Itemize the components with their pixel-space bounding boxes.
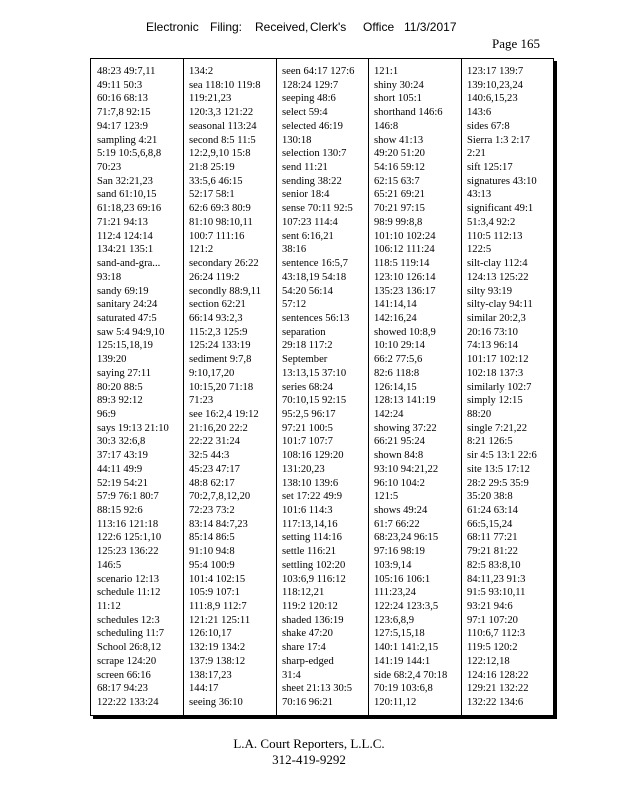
header-office: Office [363,20,395,34]
index-entry: 113:16 121:18 [97,518,159,530]
index-entry: 101:6 114:3 [282,505,333,516]
index-entry: 68:23,24 96:15 [374,532,439,544]
index-entry: 48:8 62:17 [189,477,235,489]
index-entry: 130:18 [282,134,312,146]
index-entry: 141:14,14 [374,299,417,311]
index-entry: saw 5:4 94:9,10 [97,326,165,338]
index-entry: 138:10 139:6 [282,477,339,489]
index-entry: 132:22 134:6 [467,697,524,709]
index-entry: 137:9 138:12 [189,655,246,667]
index-entry: 123:10 126:14 [374,271,436,283]
index-entry: settling 102:20 [282,559,346,571]
index-entry: 32:5 44:3 [189,450,230,462]
index-entry: series 68:24 [282,381,333,393]
index-entry: shaded 136:19 [282,614,344,626]
index-entry: sandy 69:19 [97,285,149,297]
index-entry: 110:6,7 112:3 [467,628,526,640]
header-electronic: Electronic [146,20,199,34]
index-entry: 117:13,14,16 [282,518,338,530]
index-entry: 127:5,15,18 [374,628,425,640]
index-entry: sentence 16:5,7 [282,258,348,270]
index-entry: 120:3,3 121:22 [189,107,254,119]
index-entry: sand 61:10,15 [97,189,157,201]
index-entry: 121:5 [374,491,399,503]
index-entry: 98:9 99:8,8 [374,216,423,228]
index-entry: sent 6:16,21 [282,230,334,242]
index-entry: 105:9 107:1 [189,587,240,599]
index-entry: silt-clay 112:4 [467,258,528,270]
index-entry: 88:20 [467,408,492,420]
index-entry: 146:8 [374,120,399,132]
index-entry: 111:8,9 112:7 [189,601,247,613]
index-entry: 123:6,8,9 [374,614,415,626]
index-entry: 49:11 50:3 [97,79,143,91]
index-frame [90,58,554,716]
index-entry: 66:21 95:24 [374,436,425,448]
index-entry: 103:9,14 [374,559,412,571]
index-entry: showed 10:8,9 [374,326,436,338]
index-entry: short 105:1 [374,93,422,105]
index-entry: site 13:5 17:12 [467,463,530,475]
index-entry: 119:5 120:2 [467,642,518,654]
index-entry: 13:13,15 37:10 [282,367,347,379]
index-entry: 105:16 106:1 [374,573,431,585]
index-entry: 101:10 102:24 [374,230,436,242]
index-entry: shiny 30:24 [374,79,424,91]
index-entry: 57:9 76:1 80:7 [97,491,159,503]
index-entry: single 7:21,22 [467,422,528,434]
index-entry: 81:10 98:10,11 [189,216,253,228]
index-entry: 97:16 98:19 [374,546,425,558]
column-divider [276,59,277,715]
index-entry: Sierra 1:3 2:17 [467,134,530,146]
index-entry: show 41:13 [374,134,424,146]
index-entry: 140:1 141:2,15 [374,642,439,654]
index-entry: 91:5 93:10,11 [467,587,526,599]
index-entry: scenario 12:13 [97,573,160,585]
index-entry: scheduling 11:7 [97,628,164,640]
index-entry: 84:11,23 91:3 [467,573,526,585]
index-entry: 142:16,24 [374,312,417,324]
index-entry: sanitary 24:24 [97,299,158,311]
header-date: 11/3/2017 [404,20,457,34]
index-entry: 134:2 [189,66,214,77]
index-entry: 11:12 [97,601,121,613]
index-entry: 20:16 73:10 [467,326,518,338]
index-entry: 52:19 54:21 [97,477,148,489]
index-entry: September [282,354,328,366]
index-entry: 97:21 100:5 [282,422,333,434]
index-entry: 134:21 135:1 [97,244,154,256]
index-entry: 128:13 141:19 [374,395,436,407]
index-entry: 142:24 [374,408,404,420]
index-entry: 72:23 73:2 [189,505,235,516]
index-entry: 138:17,23 [189,669,232,681]
page-number: Page 165 [492,36,541,51]
index-entry: 125:15,18,19 [97,340,153,352]
index-entry: 71:23 [189,395,214,407]
index-entry: 141:19 144:1 [374,655,431,667]
index-entry: 96:9 [97,408,116,420]
index-entry: simply 12:15 [467,395,523,407]
index-entry: 119:21,23 [189,93,232,105]
index-entry: 66:14 93:2,3 [189,312,243,324]
index-entry: 101:4 102:15 [189,573,246,585]
index-entry: shows 49:24 [374,505,428,516]
index-entry: 88:15 92:6 [97,505,143,516]
index-entry: scrape 124:20 [97,655,157,667]
index-entry: showing 37:22 [374,422,437,434]
index-entry: set 17:22 49:9 [282,491,343,503]
index-entry: 125:24 133:19 [189,340,251,352]
index-entry: second 8:5 11:5 [189,134,256,146]
index-entry: share 17:4 [282,642,326,654]
index-entry: shake 47:20 [282,628,333,640]
index-entry: says 19:13 21:10 [97,422,169,434]
index-entry: section 62:21 [189,299,246,311]
index-entry: seasonal 113:24 [189,120,257,132]
index-entry: 10:15,20 71:18 [189,381,254,393]
index-entry: sending 38:22 [282,175,342,187]
index-entry: 28:2 29:5 35:9 [467,477,529,489]
index-column-5 [467,65,553,710]
index-entry: 61:7 66:22 [374,518,420,530]
index-entry: School 26:8,12 [97,642,162,654]
index-entry: 94:17 123:9 [97,120,148,132]
index-entry: 97:1 107:20 [467,614,518,626]
index-entry: selection 130:7 [282,148,347,160]
index-entry: sheet 21:13 30:5 [282,683,353,695]
index-entry: senior 18:4 [282,189,330,201]
index-entry: 126:10,17 [189,628,232,640]
index-entry: 49:20 51:20 [374,148,425,160]
index-entry: 124:16 128:22 [467,669,529,681]
index-entry: 118:5 119:14 [374,258,430,270]
index-entry: sentences 56:13 [282,312,350,324]
index-column-2 [189,65,275,710]
index-entry: seen 64:17 127:6 [282,66,355,77]
index-entry: 121:2 [189,244,214,256]
index-entry: 143:6 [467,107,492,119]
index-entry: sea 118:10 119:8 [189,79,261,91]
index-entry: see 16:2,4 19:12 [189,408,259,420]
index-entry: sir 4:5 13:1 22:6 [467,450,537,462]
index-entry: silty 93:19 [467,285,513,297]
index-entry: 26:24 119:2 [189,271,240,283]
index-entry: 79:21 81:22 [467,546,518,558]
index-entry: 43:13 [467,189,492,201]
index-entry: 139:20 [97,354,127,366]
index-entry: 122:24 123:3,5 [374,601,439,613]
index-entry: sediment 9:7,8 [189,354,252,366]
index-entry: 111:23,24 [374,587,416,599]
index-entry: 57:12 [282,299,307,311]
index-entry: 108:16 129:20 [282,450,344,462]
index-entry: sand-and-gra... [97,258,161,270]
index-entry: 100:7 111:16 [189,230,245,242]
index-entry: 48:23 49:7,11 [97,66,156,77]
index-entry: 45:23 47:17 [189,463,240,475]
index-entry: 93:18 [97,271,122,283]
index-entry: 121:21 125:11 [189,614,251,626]
index-entry: 71:7,8 92:15 [97,107,151,119]
index-entry: 68:11 77:21 [467,532,518,544]
index-entry: 70:10,15 92:15 [282,395,347,407]
index-entry: 115:2,3 125:9 [189,326,248,338]
index-entry: 101:7 107:7 [282,436,333,448]
index-entry: 102:18 137:3 [467,367,524,379]
index-entry: 122:12,18 [467,655,510,667]
index-entry: 22:22 31:24 [189,436,240,448]
index-entry: sense 70:11 92:5 [282,203,353,215]
index-entry: 21:8 25:19 [189,162,235,174]
index-entry: 101:17 102:12 [467,354,529,366]
index-entry: 9:10,17,20 [189,367,235,379]
index-entry: 128:24 129:7 [282,79,339,91]
index-entry: 66:2 77:5,6 [374,354,423,366]
index-entry: 51:3,4 92:2 [467,216,516,228]
index-entry: schedule 11:12 [97,587,161,599]
index-entry: 54:20 56:14 [282,285,333,297]
index-entry: 121:1 [374,66,399,77]
index-entry: seeping 48:6 [282,93,336,105]
footer-phone: 312-419-9292 [272,752,346,767]
index-entry: 120:11,12 [374,697,417,709]
index-entry: seeing 36:10 [189,697,243,709]
index-entry: select 59:4 [282,107,328,119]
index-entry: 5:19 10:5,6,8,8 [97,148,162,160]
index-entry: 54:16 59:12 [374,162,425,174]
index-entry: similar 20:2,3 [467,312,526,324]
index-entry: 95:4 100:9 [189,559,235,571]
index-entry: 140:6,15,23 [467,93,518,105]
index-entry: 146:5 [97,559,122,571]
index-entry: 37:17 43:19 [97,450,148,462]
index-entry: 122:5 [467,244,492,256]
index-entry: 44:11 49:9 [97,463,143,475]
footer-company: L.A. Court Reporters, L.L.C. [233,736,385,751]
index-entry: schedules 12:3 [97,614,160,626]
index-entry: 31:4 [282,669,301,681]
index-entry: sides 67:8 [467,120,510,132]
index-entry: 93:21 94:6 [467,601,513,613]
index-entry: 71:21 94:13 [97,216,148,228]
index-entry: 112:4 124:14 [97,230,153,242]
index-entry: 62:6 69:3 80:9 [189,203,251,215]
index-entry: 107:23 114:4 [282,216,338,228]
index-entry: 80:20 88:5 [97,381,143,393]
index-entry: 2:21 [467,148,486,160]
index-entry: 10:10 29:14 [374,340,425,352]
index-entry: settle 116:21 [282,546,337,558]
index-entry: silty-clay 94:11 [467,299,533,311]
index-entry: sampling 4:21 [97,134,158,146]
index-entry: signatures 43:10 [467,175,537,187]
index-entry: 118:12,21 [282,587,325,599]
index-column-3 [282,65,368,710]
index-entry: 96:10 104:2 [374,477,425,489]
index-entry: setting 114:16 [282,532,342,544]
index-entry: 38:16 [282,244,307,256]
column-divider [183,59,184,715]
index-entry: San 32:21,23 [97,175,153,187]
index-column-1 [97,65,183,710]
index-entry: 74:13 96:14 [467,340,518,352]
index-entry: 66:5,15,24 [467,518,513,530]
index-entry: 129:21 132:22 [467,683,529,695]
index-entry: 70:16 96:21 [282,697,333,709]
index-entry: 93:10 94:21,22 [374,463,439,475]
column-divider [461,59,462,715]
index-entry: sharp-edged [282,655,334,667]
index-column-4 [374,65,460,710]
index-entry: selected 46:19 [282,120,343,132]
index-entry: 103:6,9 116:12 [282,573,346,585]
index-entry: 122:22 133:24 [97,697,159,709]
index-entry: side 68:2,4 70:18 [374,669,448,681]
index-entry: screen 66:16 [97,669,151,681]
index-entry: 70:19 103:6,8 [374,683,433,695]
index-entry: 119:2 120:12 [282,601,338,613]
index-entry: 60:16 68:13 [97,93,148,105]
index-entry: 30:3 32:6,8 [97,436,146,448]
index-entry: sift 125:17 [467,162,513,174]
index-entry: 12:2,9,10 15:8 [189,148,251,160]
index-entry: 122:6 125:1,10 [97,532,162,544]
index-entry: 21:16,20 22:2 [189,422,248,434]
index-entry: 144:17 [189,683,219,695]
index-entry: 70:23 [97,162,122,174]
index-entry: 82:6 118:8 [374,367,420,379]
index-entry: 52:17 58:1 [189,189,235,201]
index-entry: saturated 47:5 [97,312,157,324]
index-entry: 110:5 112:13 [467,230,523,242]
index-entry: separation [282,326,326,338]
index-entry: 33:5,6 46:15 [189,175,243,187]
index-entry: 83:14 84:7,23 [189,518,248,530]
index-entry: 70:21 97:15 [374,203,425,215]
index-entry: 91:10 94:8 [189,546,235,558]
index-entry: 43:18,19 54:18 [282,271,347,283]
index-entry: 62:15 63:7 [374,175,420,187]
index-entry: 61:24 63:14 [467,505,518,516]
index-entry: 124:13 125:22 [467,271,529,283]
index-entry: 89:3 92:12 [97,395,143,407]
index-entry: 70:2,7,8,12,20 [189,491,251,503]
index-entry: 139:10,23,24 [467,79,523,91]
index-entry: 29:18 117:2 [282,340,333,352]
header-filing: Filing: [210,20,243,34]
index-entry: 106:12 111:24 [374,244,435,256]
index-entry: 35:20 38:8 [467,491,513,503]
index-entry: 8:21 126:5 [467,436,513,448]
index-entry: shown 84:8 [374,450,424,462]
index-entry: saying 27:11 [97,367,152,379]
index-entry: 61:18,23 69:16 [97,203,162,215]
index-entry: 85:14 86:5 [189,532,235,544]
index-entry: 68:17 94:23 [97,683,148,695]
index-entry: 131:20,23 [282,463,325,475]
index-entry: shorthand 146:6 [374,107,443,119]
index-entry: 125:23 136:22 [97,546,159,558]
index-entry: secondly 88:9,11 [189,285,261,297]
header-clerks: Clerk's [310,20,347,34]
index-entry: send 11:21 [282,162,328,174]
column-divider [368,59,369,715]
index-entry: 95:2,5 96:17 [282,408,336,420]
index-entry: 123:17 139:7 [467,66,524,77]
index-entry: 126:14,15 [374,381,417,393]
index-entry: secondary 26:22 [189,258,259,270]
index-entry: 135:23 136:17 [374,285,436,297]
index-entry: similarly 102:7 [467,381,532,393]
index-entry: significant 49:1 [467,203,534,215]
index-entry: 132:19 134:2 [189,642,246,654]
index-entry: 65:21 69:21 [374,189,425,201]
header-received: Received, [255,20,309,34]
index-entry: 82:5 83:8,10 [467,559,521,571]
